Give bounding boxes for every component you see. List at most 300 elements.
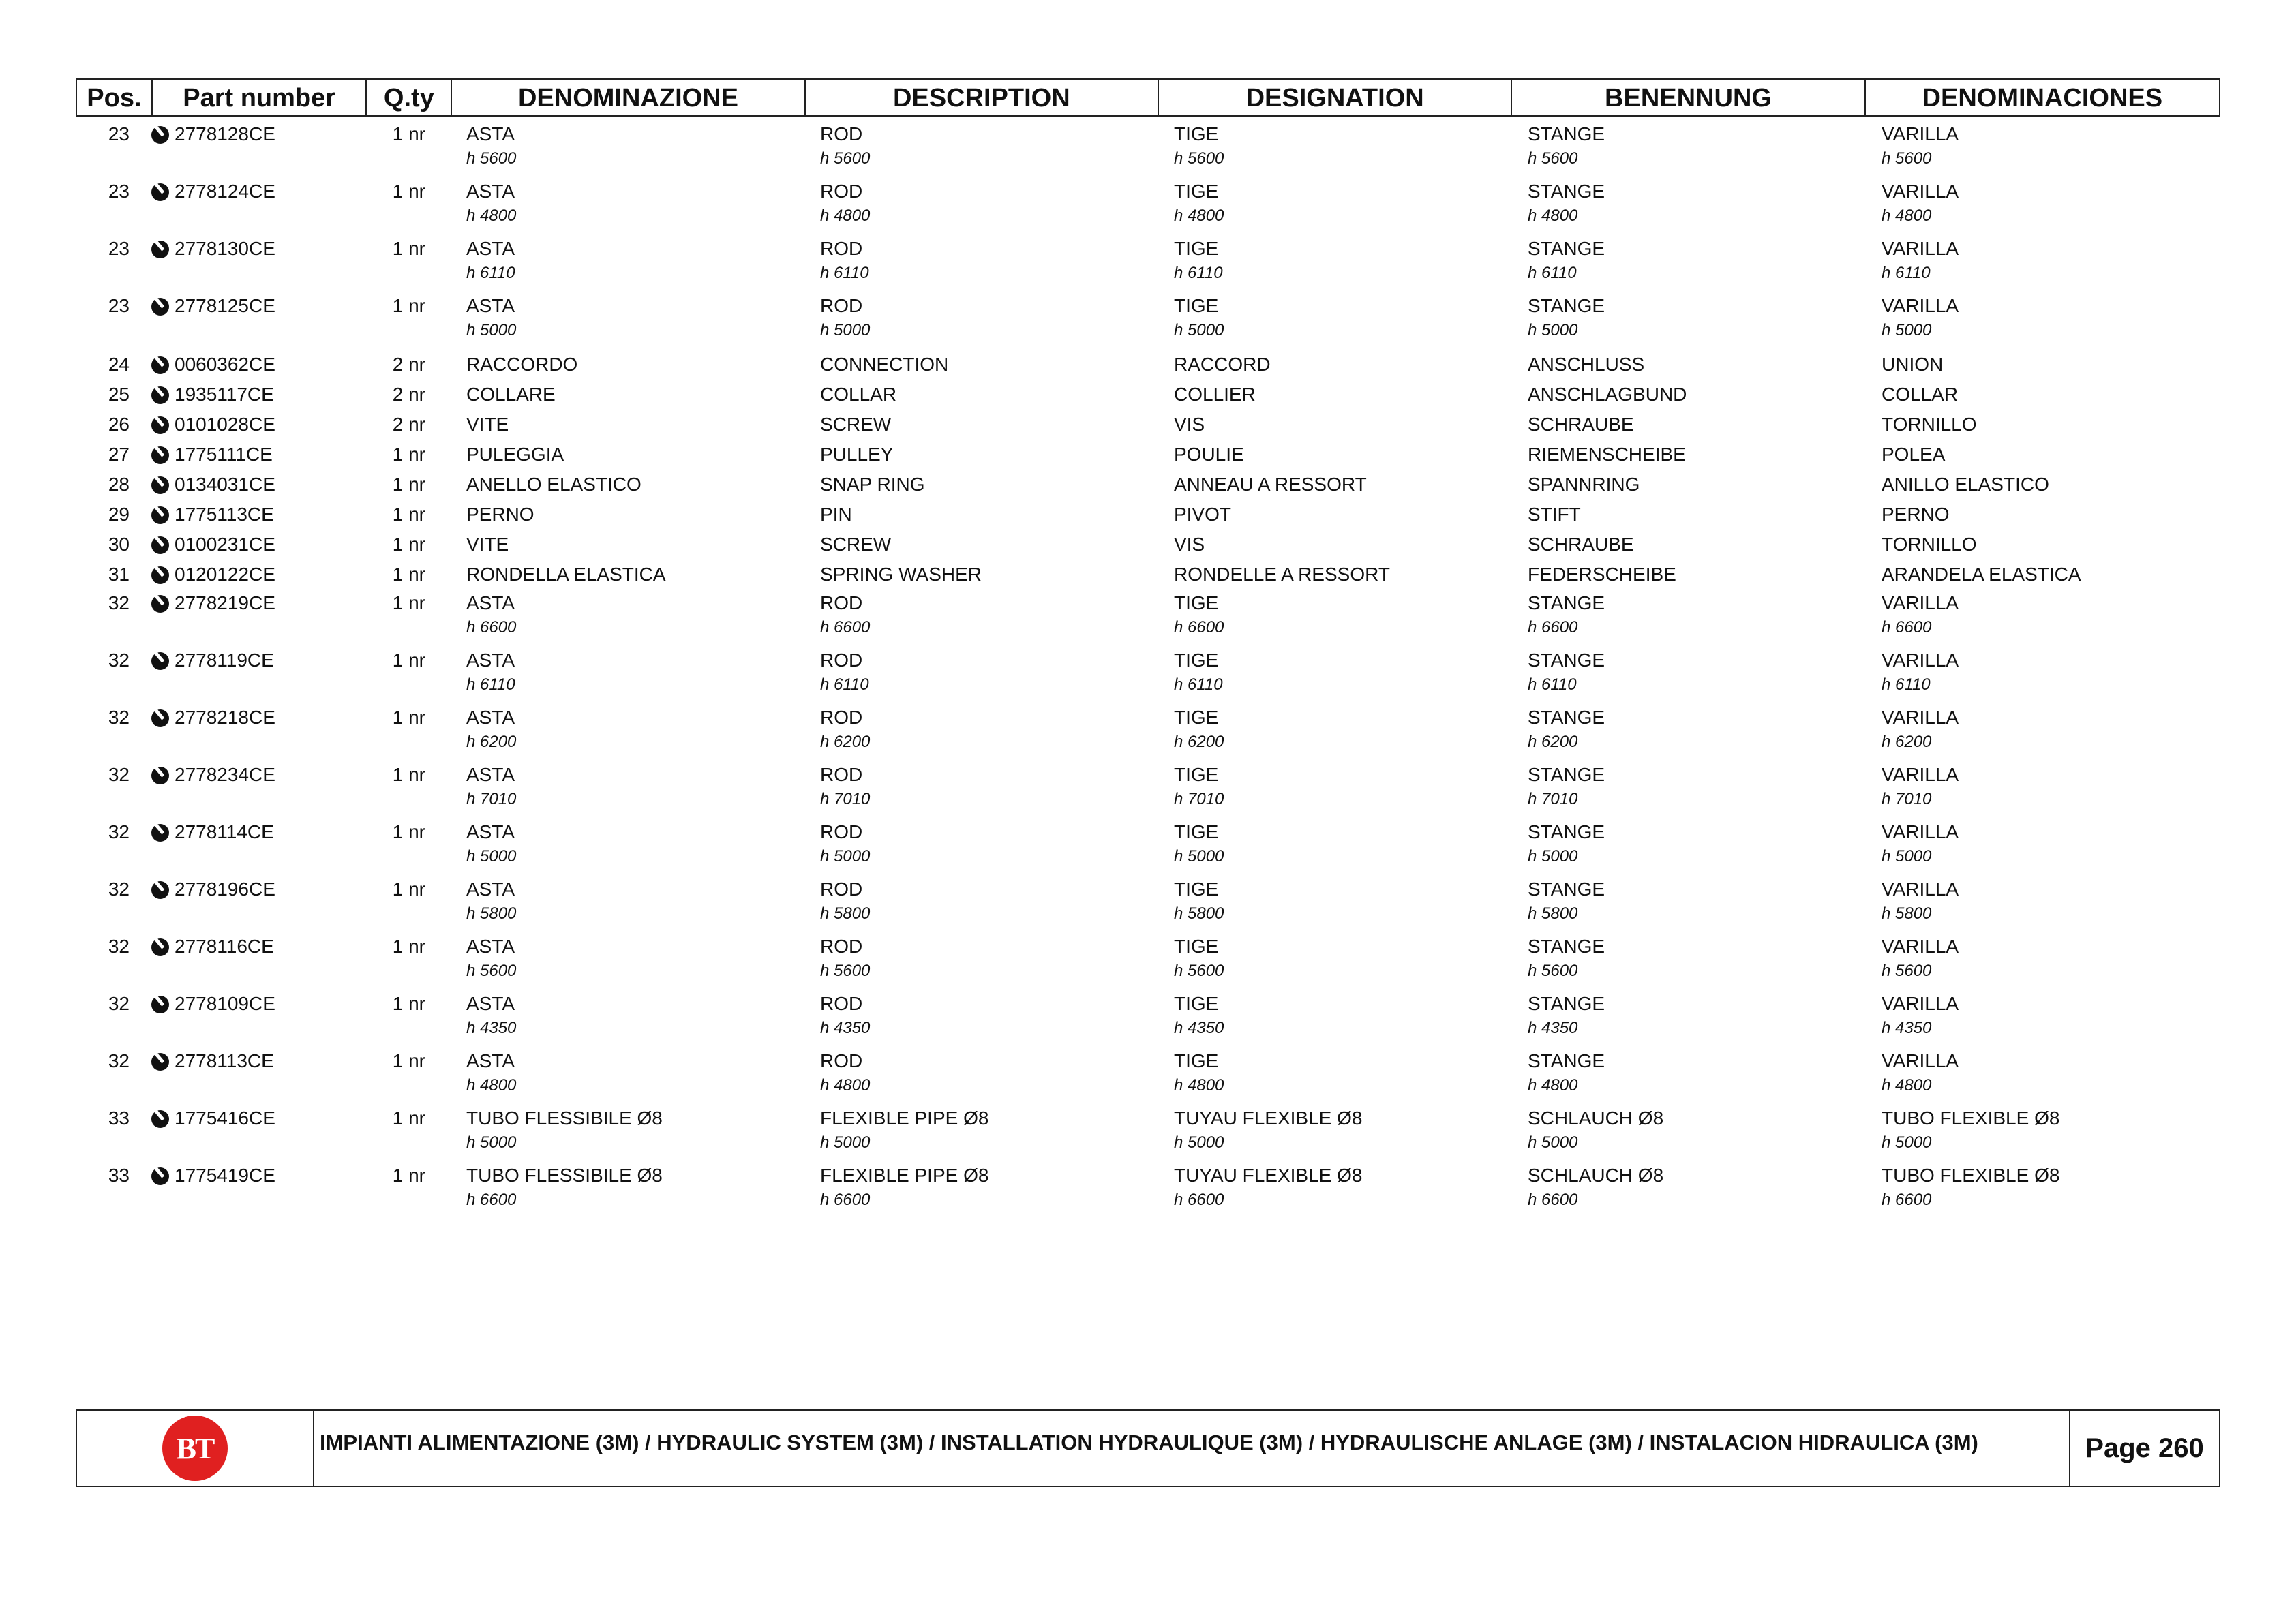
description-text: STANGE	[1528, 238, 1605, 259]
description-text: TIGE	[1174, 295, 1219, 316]
description-text: FLEXIBLE PIPE Ø8	[820, 1107, 989, 1129]
part-number[interactable]: 1775419CE	[175, 1165, 275, 1186]
cell-spanish	[1867, 929, 2220, 986]
description-text: VARILLA	[1882, 764, 1959, 785]
cell-italian	[451, 814, 805, 872]
cell-pos	[76, 231, 151, 260]
part-number-line	[151, 643, 366, 671]
part-marker-icon	[151, 1053, 169, 1071]
cell-french	[1159, 231, 1513, 288]
cell-part-number	[151, 757, 366, 786]
cell-spanish	[1867, 872, 2220, 929]
part-number-line	[151, 117, 366, 145]
length-note: h 6110	[820, 675, 869, 694]
cell-french	[1159, 346, 1513, 376]
cell-qty	[366, 435, 451, 465]
part-number[interactable]: 2778119CE	[175, 649, 274, 671]
cell-part-number	[151, 117, 366, 145]
cell-french	[1159, 986, 1513, 1043]
part-number[interactable]: 2778234CE	[175, 764, 275, 785]
description-text: SCHRAUBE	[1528, 534, 1634, 555]
cell-part-number	[151, 700, 366, 729]
cell-german	[1513, 1043, 1867, 1101]
part-number[interactable]: 2778114CE	[175, 821, 274, 842]
cell-french	[1159, 435, 1513, 465]
cell-german	[1513, 986, 1867, 1043]
pos-value: 32	[108, 878, 130, 900]
length-note: h 5800	[820, 904, 871, 923]
table-body	[76, 117, 2220, 1215]
cell-part-number	[151, 525, 366, 555]
length-note: h 4800	[1528, 206, 1578, 225]
part-number-line	[151, 406, 366, 435]
cell-spanish	[1867, 986, 2220, 1043]
header-pos: Pos.	[77, 80, 153, 115]
table-row	[76, 643, 2220, 700]
qty-value: 1 nr	[392, 123, 425, 144]
qty-value: 1 nr	[392, 534, 425, 555]
qty-value: 1 nr	[392, 238, 425, 259]
table-row	[76, 288, 2220, 346]
description-text: ASTA	[466, 764, 515, 785]
cell-german	[1513, 872, 1867, 929]
description-text: STANGE	[1528, 649, 1605, 671]
part-number-line	[151, 525, 366, 555]
cell-english	[805, 585, 1159, 643]
cell-german	[1513, 643, 1867, 700]
part-number[interactable]: 1775416CE	[175, 1107, 275, 1129]
length-note: h 4800	[820, 206, 871, 225]
part-marker-icon	[151, 356, 169, 374]
cell-german	[1513, 1158, 1867, 1215]
length-note: h 5600	[466, 149, 517, 168]
description-text: TUBO FLESSIBILE Ø8	[466, 1165, 663, 1186]
description-text: STANGE	[1528, 936, 1605, 957]
length-note: h 6600	[1174, 1191, 1224, 1209]
description-text: TIGE	[1174, 1050, 1219, 1071]
description-text: RONDELLE A RESSORT	[1174, 564, 1390, 585]
cell-pos	[76, 585, 151, 614]
cell-qty	[366, 465, 451, 495]
cell-qty	[366, 117, 451, 145]
description-text: STANGE	[1528, 993, 1605, 1014]
qty-value: 1 nr	[392, 444, 425, 465]
cell-spanish	[1867, 376, 2220, 406]
cell-italian	[451, 525, 805, 555]
length-note: h 5000	[820, 321, 871, 339]
length-note: h 5000	[466, 847, 517, 866]
length-note: h 6600	[1528, 1191, 1578, 1209]
length-note: h 6110	[466, 675, 515, 694]
cell-part-number	[151, 1043, 366, 1072]
part-number-line	[151, 1043, 366, 1072]
cell-pos	[76, 117, 151, 145]
cell-spanish	[1867, 700, 2220, 757]
cell-german	[1513, 346, 1867, 376]
length-note: h 5800	[466, 904, 517, 923]
description-text: STANGE	[1528, 123, 1605, 144]
cell-italian	[451, 757, 805, 814]
description-text: TIGE	[1174, 707, 1219, 728]
length-note: h 4800	[1174, 1076, 1224, 1095]
description-text: TIGE	[1174, 592, 1219, 613]
cell-german	[1513, 376, 1867, 406]
part-number-line	[151, 465, 366, 495]
part-number-line	[151, 1101, 366, 1129]
pos-value: 28	[108, 474, 130, 495]
cell-qty	[366, 872, 451, 900]
length-note: h 6110	[1528, 675, 1577, 694]
cell-french	[1159, 288, 1513, 346]
part-number[interactable]: 2778218CE	[175, 707, 275, 728]
cell-spanish	[1867, 814, 2220, 872]
length-note: h 5000	[820, 1133, 871, 1152]
description-text: STIFT	[1528, 504, 1581, 525]
part-marker-icon	[151, 126, 169, 144]
part-marker-icon	[151, 506, 169, 524]
description-text: TIGE	[1174, 764, 1219, 785]
description-text: ASTA	[466, 181, 515, 202]
table-row	[76, 525, 2220, 555]
length-note: h 4800	[466, 1076, 517, 1095]
part-number[interactable]: 1775111CE	[175, 444, 273, 465]
cell-part-number	[151, 643, 366, 671]
pos-value: 31	[108, 564, 130, 585]
cell-part-number	[151, 495, 366, 525]
cell-qty	[366, 986, 451, 1015]
length-note: h 6600	[820, 1191, 871, 1209]
description-text: ANNEAU A RESSORT	[1174, 474, 1367, 495]
qty-value: 1 nr	[392, 649, 425, 671]
cell-italian	[451, 288, 805, 346]
qty-value: 2 nr	[392, 354, 425, 375]
length-note: h 7010	[466, 790, 517, 808]
cell-french	[1159, 406, 1513, 435]
part-number-line	[151, 986, 366, 1015]
qty-value: 1 nr	[392, 181, 425, 202]
cell-pos	[76, 643, 151, 671]
length-note: h 5600	[1882, 962, 1932, 980]
description-text: VARILLA	[1882, 592, 1959, 613]
header-french: DESIGNATION	[1159, 80, 1512, 115]
page-number: Page 260	[2085, 1433, 2204, 1463]
description-text: TORNILLO	[1882, 414, 1977, 435]
part-number[interactable]: 2778125CE	[175, 295, 275, 316]
description-text: SPRING WASHER	[820, 564, 982, 585]
part-marker-icon	[151, 595, 169, 613]
table-header	[76, 78, 2220, 117]
cell-part-number	[151, 929, 366, 958]
part-marker-icon	[151, 938, 169, 956]
cell-italian	[451, 346, 805, 376]
description-text: VARILLA	[1882, 878, 1959, 900]
cell-french	[1159, 700, 1513, 757]
cell-part-number	[151, 231, 366, 260]
qty-value: 1 nr	[392, 474, 425, 495]
length-note: h 7010	[1882, 790, 1932, 808]
part-marker-icon	[151, 709, 169, 727]
pos-value: 23	[108, 123, 130, 144]
cell-part-number	[151, 346, 366, 376]
header-italian: DENOMINAZIONE	[452, 80, 805, 115]
cell-pos	[76, 757, 151, 786]
cell-part-number	[151, 376, 366, 406]
qty-value: 1 nr	[392, 295, 425, 316]
description-text: PIVOT	[1174, 504, 1232, 525]
description-text: FEDERSCHEIBE	[1528, 564, 1676, 585]
length-note: h 5000	[1528, 847, 1578, 866]
part-number-line	[151, 814, 366, 843]
header-spanish: DENOMINACIONES	[1922, 84, 2163, 112]
description-text: COLLARE	[466, 384, 556, 405]
description-text: UNION	[1882, 354, 1944, 375]
length-note: h 4350	[820, 1019, 871, 1037]
part-number-line	[151, 555, 366, 585]
cell-pos	[76, 406, 151, 435]
description-text: SCHLAUCH Ø8	[1528, 1165, 1664, 1186]
description-text: CONNECTION	[820, 354, 949, 375]
header-german: BENENNUNG	[1512, 80, 1865, 115]
description-text: STANGE	[1528, 295, 1605, 316]
cell-german	[1513, 406, 1867, 435]
cell-italian	[451, 174, 805, 231]
cell-english	[805, 174, 1159, 231]
description-text: TUBO FLEXIBLE Ø8	[1882, 1107, 2060, 1129]
cell-spanish	[1867, 465, 2220, 495]
length-note: h 6600	[1528, 618, 1578, 637]
cell-english	[805, 435, 1159, 465]
length-note: h 5600	[1882, 149, 1932, 168]
cell-pos	[76, 1158, 151, 1187]
part-marker-icon	[151, 824, 169, 842]
description-text: STANGE	[1528, 181, 1605, 202]
cell-french	[1159, 525, 1513, 555]
part-number-line	[151, 585, 366, 614]
part-number-line	[151, 1158, 366, 1187]
part-number-line	[151, 288, 366, 317]
description-text: ASTA	[466, 936, 515, 957]
length-note: h 5000	[1528, 1133, 1578, 1152]
cell-italian	[451, 872, 805, 929]
qty-value: 1 nr	[392, 564, 425, 585]
cell-german	[1513, 495, 1867, 525]
qty-value: 1 nr	[392, 504, 425, 525]
length-note: h 5600	[820, 962, 871, 980]
description-text: PIN	[820, 504, 852, 525]
length-note: h 5600	[1174, 149, 1224, 168]
table-row	[76, 986, 2220, 1043]
part-number[interactable]: 1775113CE	[175, 504, 274, 525]
part-number[interactable]: 1935117CE	[175, 384, 274, 405]
cell-italian	[451, 435, 805, 465]
description-text: SPANNRING	[1528, 474, 1640, 495]
description-text: POLEA	[1882, 444, 1946, 465]
length-note: h 4800	[466, 206, 517, 225]
part-number[interactable]: 2778130CE	[175, 238, 275, 259]
part-number[interactable]: 0120122CE	[175, 564, 275, 585]
length-note: h 5000	[466, 321, 517, 339]
length-note: h 6200	[820, 733, 871, 751]
part-number[interactable]: 0134031CE	[175, 474, 275, 495]
cell-italian	[451, 231, 805, 288]
table-row	[76, 376, 2220, 406]
length-note: h 5600	[1528, 149, 1578, 168]
length-note: h 5000	[1528, 321, 1578, 339]
part-number[interactable]: 2778116CE	[175, 936, 274, 957]
length-note: h 6110	[466, 264, 515, 282]
description-text: ASTA	[466, 592, 515, 613]
description-text: COLLIER	[1174, 384, 1256, 405]
description-text: ANILLO ELASTICO	[1882, 474, 2049, 495]
part-number-line	[151, 757, 366, 786]
cell-pos	[76, 986, 151, 1015]
cell-french	[1159, 1158, 1513, 1215]
qty-value: 1 nr	[392, 707, 425, 728]
cell-french	[1159, 495, 1513, 525]
table-row	[76, 231, 2220, 288]
description-text: ANELLO ELASTICO	[466, 474, 641, 495]
part-number[interactable]: 2778128CE	[175, 123, 275, 144]
description-text: ROD	[820, 936, 863, 957]
cell-qty	[366, 346, 451, 376]
qty-value: 1 nr	[392, 936, 425, 957]
parts-table	[76, 78, 2220, 1215]
length-note: h 4800	[1882, 206, 1932, 225]
length-note: h 6600	[466, 1191, 517, 1209]
cell-english	[805, 929, 1159, 986]
length-note: h 6600	[466, 618, 517, 637]
description-text: ROD	[820, 993, 863, 1014]
cell-italian	[451, 117, 805, 174]
part-number[interactable]: 2778196CE	[175, 878, 275, 900]
cell-pos	[76, 525, 151, 555]
part-number[interactable]: 0060362CE	[175, 354, 275, 375]
cell-spanish	[1867, 1043, 2220, 1101]
part-number-line	[151, 700, 366, 729]
length-note: h 5800	[1174, 904, 1224, 923]
cell-spanish	[1867, 757, 2220, 814]
description-text: SCREW	[820, 534, 892, 555]
cell-italian	[451, 376, 805, 406]
length-note: h 5600	[1528, 962, 1578, 980]
part-marker-icon	[151, 241, 169, 258]
part-number[interactable]: 2778219CE	[175, 592, 275, 613]
part-marker-icon	[151, 298, 169, 316]
part-number[interactable]: 0101028CE	[175, 414, 275, 435]
length-note: h 5000	[466, 1133, 517, 1152]
cell-qty	[366, 814, 451, 843]
cell-english	[805, 231, 1159, 288]
qty-value: 1 nr	[392, 1050, 425, 1071]
description-text: STANGE	[1528, 821, 1605, 842]
description-text: STANGE	[1528, 878, 1605, 900]
part-number[interactable]: 2778113CE	[175, 1050, 274, 1071]
cell-english	[805, 1158, 1159, 1215]
table-row	[76, 1043, 2220, 1101]
part-number-line	[151, 435, 366, 465]
length-note: h 5000	[1174, 847, 1224, 866]
cell-english	[805, 495, 1159, 525]
description-text: ASTA	[466, 649, 515, 671]
description-text: VITE	[466, 534, 509, 555]
part-number-line	[151, 346, 366, 376]
description-text: ARANDELA ELASTICA	[1882, 564, 2081, 585]
length-note: h 5000	[1882, 847, 1932, 866]
description-text: ASTA	[466, 123, 515, 144]
description-text: TUBO FLESSIBILE Ø8	[466, 1107, 663, 1129]
part-number[interactable]: 2778124CE	[175, 181, 275, 202]
description-text: ROD	[820, 649, 863, 671]
description-text: RIEMENSCHEIBE	[1528, 444, 1686, 465]
description-text: ASTA	[466, 821, 515, 842]
pos-value: 32	[108, 993, 130, 1014]
length-note: h 6600	[1882, 1191, 1932, 1209]
description-text: VARILLA	[1882, 181, 1959, 202]
part-marker-icon	[151, 996, 169, 1013]
cell-pos	[76, 814, 151, 843]
description-text: VARILLA	[1882, 295, 1959, 316]
description-text: ASTA	[466, 993, 515, 1014]
table-row	[76, 814, 2220, 872]
qty-value: 1 nr	[392, 1165, 425, 1186]
length-note: h 4350	[1528, 1019, 1578, 1037]
cell-english	[805, 1101, 1159, 1158]
cell-german	[1513, 757, 1867, 814]
description-text: ROD	[820, 295, 863, 316]
description-text: VARILLA	[1882, 936, 1959, 957]
part-number-line	[151, 929, 366, 958]
pos-value: 32	[108, 592, 130, 613]
logo-box	[77, 1411, 314, 1486]
length-note: h 4800	[1528, 1076, 1578, 1095]
part-number[interactable]: 0100231CE	[175, 534, 275, 555]
description-text: TIGE	[1174, 936, 1219, 957]
cell-part-number	[151, 1158, 366, 1187]
description-text: ROD	[820, 764, 863, 785]
cell-german	[1513, 288, 1867, 346]
description-text: RACCORD	[1174, 354, 1271, 375]
length-note: h 6110	[1528, 264, 1577, 282]
cell-part-number	[151, 406, 366, 435]
cell-english	[805, 117, 1159, 174]
length-note: h 7010	[820, 790, 871, 808]
length-note: h 5000	[1174, 321, 1224, 339]
qty-value: 1 nr	[392, 764, 425, 785]
length-note: h 7010	[1174, 790, 1224, 808]
description-text: TUYAU FLEXIBLE Ø8	[1174, 1107, 1363, 1129]
cell-german	[1513, 525, 1867, 555]
length-note: h 4800	[1882, 1076, 1932, 1095]
description-text: PERNO	[1882, 504, 1950, 525]
description-text: VARILLA	[1882, 1050, 1959, 1071]
part-marker-icon	[151, 416, 169, 434]
description-text: ROD	[820, 878, 863, 900]
part-number[interactable]: 2778109CE	[175, 993, 275, 1014]
cell-english	[805, 525, 1159, 555]
cell-english	[805, 872, 1159, 929]
cell-spanish	[1867, 435, 2220, 465]
cell-french	[1159, 174, 1513, 231]
bt-logo: BT	[162, 1416, 228, 1481]
pos-value: 32	[108, 1050, 130, 1071]
cell-spanish	[1867, 1101, 2220, 1158]
cell-english	[805, 814, 1159, 872]
description-text: TUYAU FLEXIBLE Ø8	[1174, 1165, 1363, 1186]
cell-spanish	[1867, 1158, 2220, 1215]
cell-pos	[76, 288, 151, 317]
description-text: TIGE	[1174, 238, 1219, 259]
cell-german	[1513, 174, 1867, 231]
